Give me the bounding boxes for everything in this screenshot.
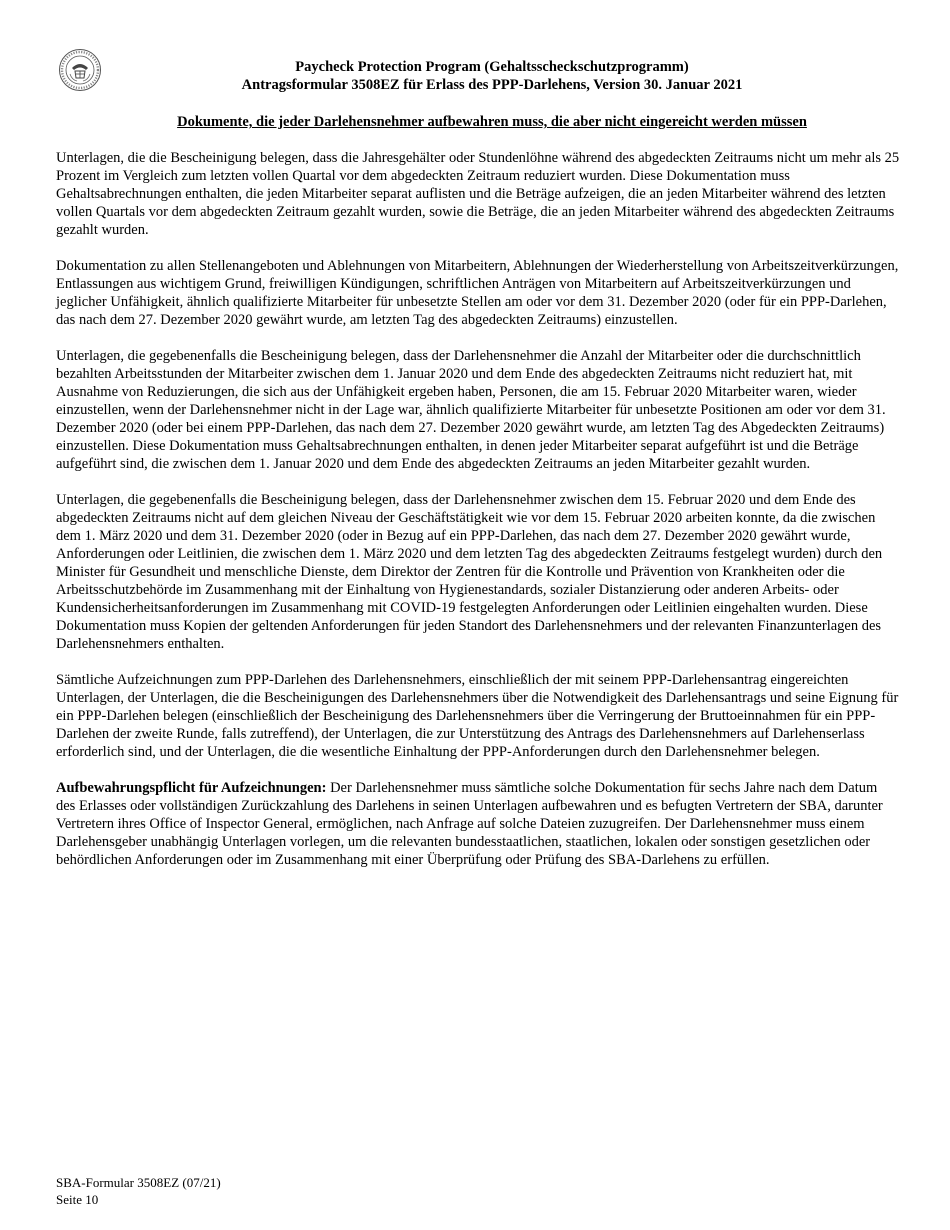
document-footer [56,1175,221,1208]
header-title-line1: Paycheck Protection Program (Gehaltsscheckschutzprogramm) [295,59,689,75]
footer-form-id: SBA-Formular 3508EZ (07/21) [56,1175,221,1190]
paragraph-employee-count: Unterlagen, die gegebenenfalls die Bescheinigung belegen, dass der Darlehensnehmer die Anzahl der Mitarbeiter oder die durchschnittlich bezahlten Arbeitsstunden der Mitarbeiter zwischen dem 1. Januar 2020 und dem Ende des abgedeckten Zeitraums nicht reduziert hat, mit Ausnahme von Reduzierungen, die sich aus der Unfähigkeit ergeben haben, Personen, die am 15. Februar 2020 Mitarbeiter waren, wieder einzustellen, wenn der Darlehensnehmer nicht in der Lage war, ähnlich qualifizierte Mitarbeiter für unbesetzte Positionen am oder vor dem 31. Dezember 2020 (oder bei einem PPP-Darlehen, das nach dem 27. Dezember 2020 gewährt wurde, am letzten Tag des Abgedeckten Zeitraums) einzustellen. Diese Dokumentation muss Gehaltsabrechnungen enthalten, in denen jeder Mitarbeiter separat aufgeführt ist und die Beträge aufgeführt sind, die zwischen dem 1. Januar 2020 und dem Ende des abgedeckten Zeitraums an jeden Mitarbeiter gezahlt wurden. [56,348,886,472]
paragraph-job-offers: Dokumentation zu allen Stellenangeboten und Ablehnungen von Mitarbeitern, Ablehnungen der Wiederherstellung von Arbeitszeitverkürzungen, Entlassungen aus wichtigem Grund, freiwilligen Kündigungen, schriftlichen Anträgen von Mitarbeitern auf Arbeitszeitverkürzungen und jeglicher Unfähigkeit, ähnlich qualifizierte Mitarbeiter für unbesetzte Stellen am oder vor dem 31. Dezember 2020 (oder für ein PPP-Darlehen, das nach dem 27. Dezember 2020 gewährt wurde, am letzten Tag des abgedeckten Zeitraums) einzustellen. [56,258,899,328]
document-body [56,149,900,869]
retention-label: Aufbewahrungspflicht für Aufzeichnungen: [56,780,327,796]
section-title: Dokumente, die jeder Darlehensnehmer aufbewahren muss, die aber nicht eingereicht werden müssen [177,114,807,130]
paragraph-salary-reduction: Unterlagen, die die Bescheinigung belegen, dass die Jahresgehälter oder Stundenlöhne während des abgedeckten Zeitraums nicht um mehr als 25 Prozent im Vergleich zum letzten vollen Quartal vor dem abgedeckten Zeitraum reduziert wurden. Diese Dokumentation muss Gehaltsabrechnungen enthalten, die jeden Mitarbeiter separat auflisten und die Beträge aufzeigen, die an jeden Mitarbeiter während des letzten vollen Quartals vor dem abgedeckten Zeitraum gezahlt wurden, sowie die Beträge, die an jeden Mitarbeiter während des abgedeckten Zeitraums gezahlt wurden. [56,150,900,238]
paragraph-retention [56,779,900,869]
sba-seal-icon [58,48,102,92]
footer-page-number: Seite 10 [56,1191,99,1207]
paragraph-loan-records: Sämtliche Aufzeichnungen zum PPP-Darlehen des Darlehensnehmers, einschließlich der mit seinem PPP-Darlehensantrag eingereichten Unterlagen, der Unterlagen, die die Bescheinigungen des Darlehensnehmers über die Notwendigkeit des Darlehensantrags und seine Eignung für ein PPP-Darlehen belegen (einschließlich der Bescheinigung des Darlehensnehmers über die Verringerung der Bruttoeinnahmen für ein PPP-Darlehen der zweite Runde, falls zutreffend), der Unterlagen, die zur Unterstützung des Antrags des Darlehensnehmers auf Darlehenserlass erforderlich sind, und der Unterlagen, die die wesentliche Einhaltung der PPP-Anforderungen durch den Darlehensnehmer belegen. [56,672,899,760]
header-title-line2: Antragsformular 3508EZ für Erlass des PPP-Darlehens, Version 30. Januar 2021 [241,77,743,93]
retention-text: Der Darlehensnehmer muss sämtliche solche Dokumentation für sechs Jahre nach dem Datum des Erlasses oder vollständigen Zurückzahlung des Darlehens in seinen Unterlagen aufbewahren und es befugten Vertretern der SBA, darunter Vertretern ihres Office of Inspector General, ermöglichen, nach Anfrage auf solche Dateien zuzugreifen. Der Darlehensnehmer muss einem Darlehensgeber unabhängig Unterlagen vorlegen, um die relevanten bundesstaatlichen, staatlichen, lokalen oder sonstigen gesetzlichen oder behördlichen Anforderungen oder im Zusammenhang mit einer Überprüfung oder Prüfung des SBA-Darlehens zu erfüllen. [56,780,883,868]
document-header [120,58,864,94]
paragraph-business-activity: Unterlagen, die gegebenenfalls die Bescheinigung belegen, dass der Darlehensnehmer zwischen dem 15. Februar 2020 und dem Ende des abgedeckten Zeitraums nicht auf dem gleichen Niveau der Geschäftstätigkeit wie vor dem 15. Februar 2020 arbeiten konnte, da die zwischen dem 1. März 2020 und dem 31. Dezember 2020 (oder in Bezug auf ein PPP-Darlehen, das nach dem 27. Dezember 2020 gewährt wurde, Anforderungen oder Leitlinien, die zwischen dem 1. März 2020 und dem letzten Tag des abgedeckten Zeitraums festgelegt wurden) durch den Minister für Gesundheit und menschliche Dienste, dem Direktor der Zentren für die Kontrolle und Prävention von Krankheiten oder die Arbeitsschutzbehörde im Zusammenhang mit der Einhaltung von Hygienestandards, sozialer Distanzierung oder anderen Arbeits- oder Kundensicherheitsanforderungen im Zusammenhang mit COVID-19 festgelegten Anforderungen oder Leitlinien eingehalten wurden. Diese Dokumentation muss Kopien der geltenden Anforderungen für jeden Standort des Darlehensnehmers und der relevanten Finanzunterlagen des Darlehensnehmers enthalten. [56,492,883,652]
